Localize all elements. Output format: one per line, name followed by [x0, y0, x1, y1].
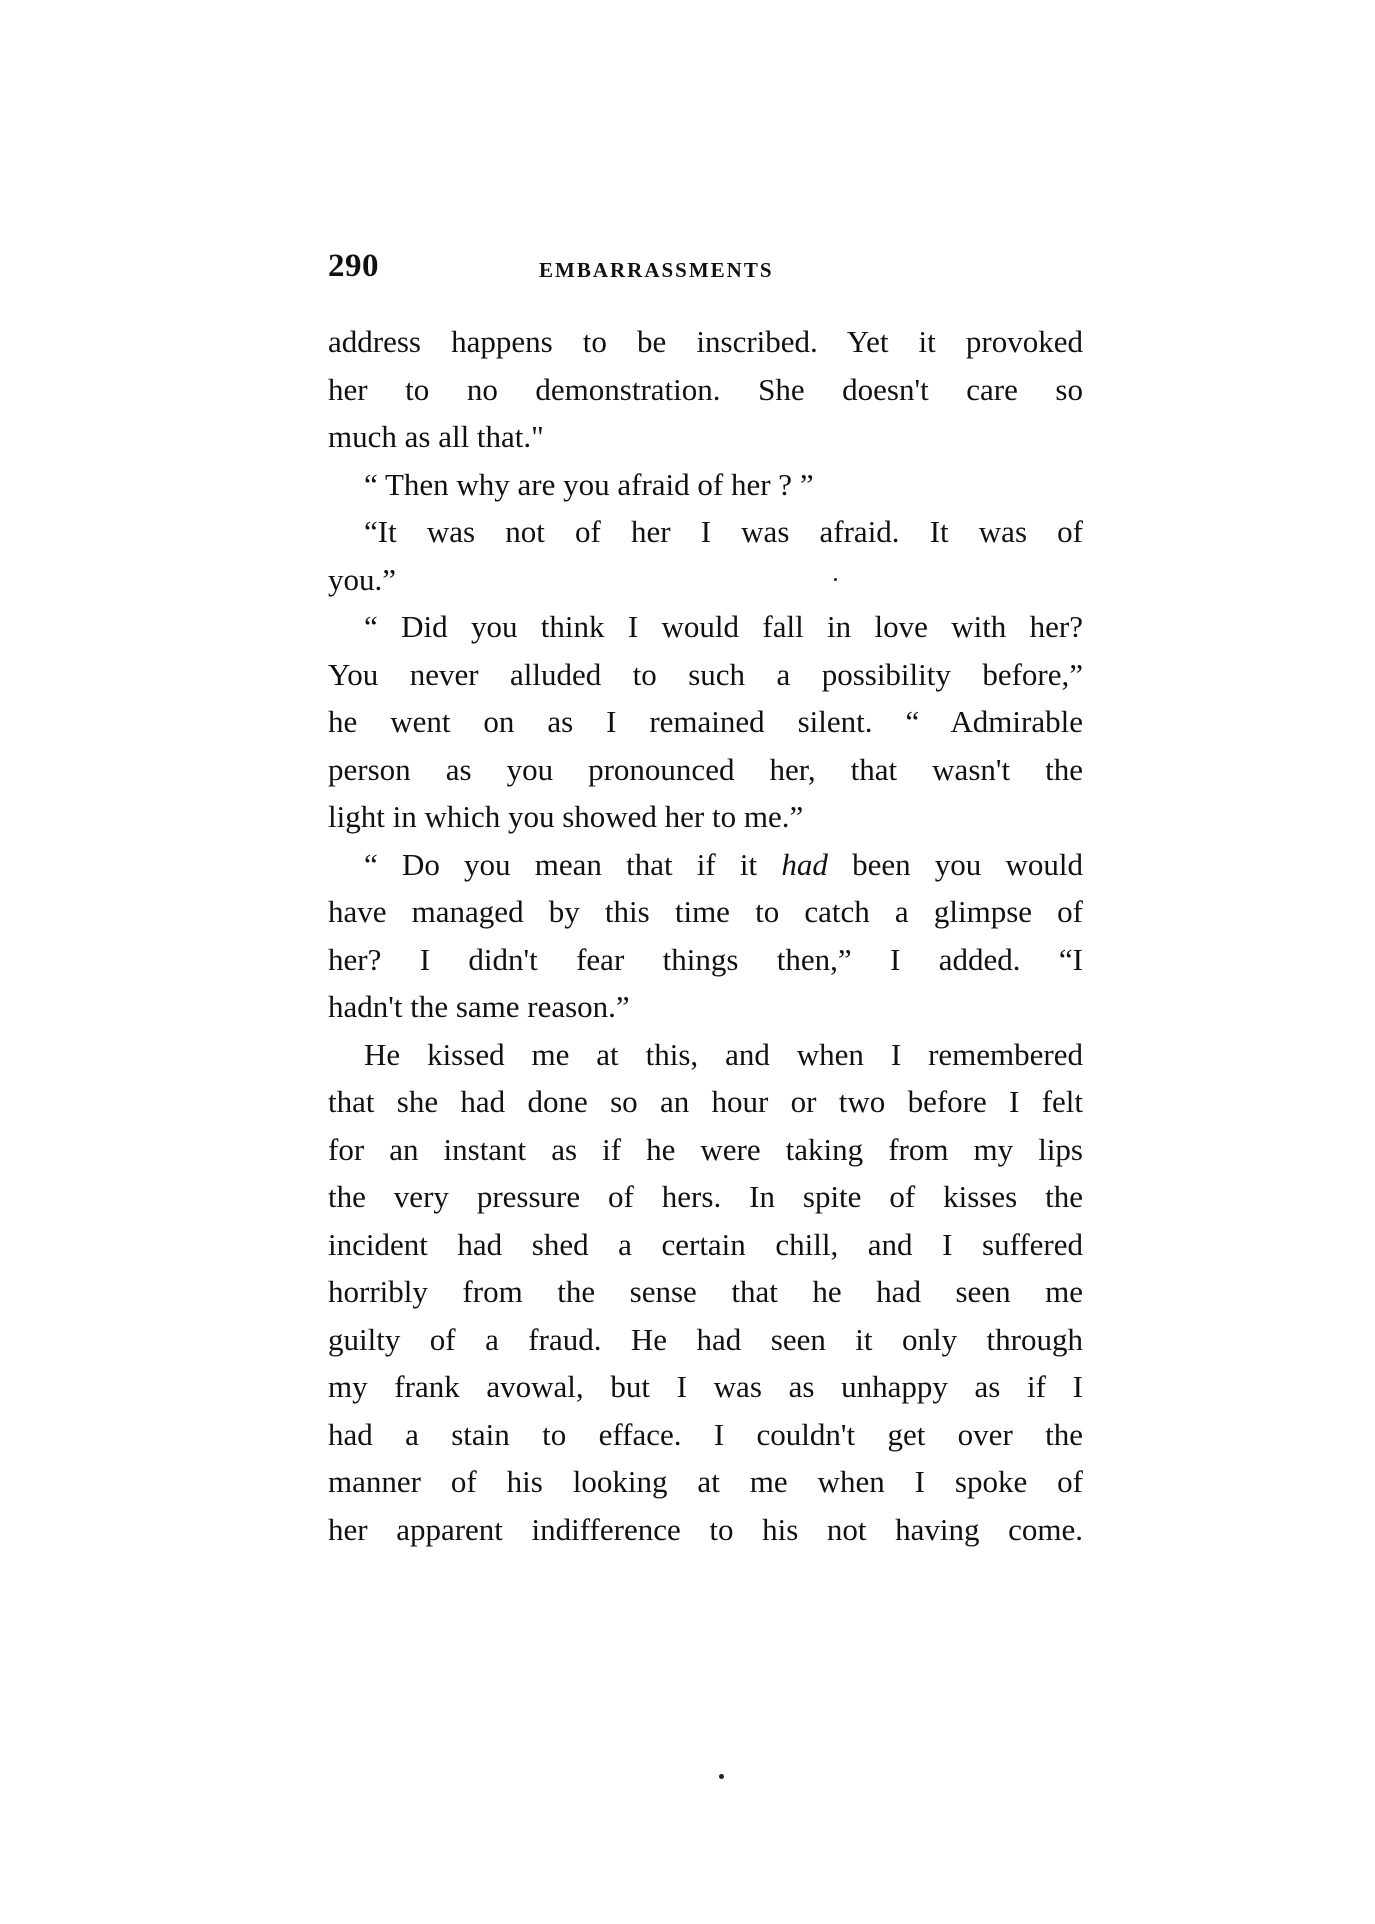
italic-word: had [781, 846, 828, 882]
text-line: “ Then why are you afraid of her ? ” [364, 466, 814, 502]
text-line: light in which you showed her to me.” [328, 799, 804, 834]
text-run: “ Do you mean that if it [364, 846, 782, 882]
paragraph-4 [328, 603, 1083, 841]
text-line: have managed by this time to catch a glimpse of [328, 894, 1083, 929]
text-line: you.” [328, 561, 397, 597]
text-line: her to no demonstration. She doesn't care so [328, 371, 1083, 407]
text-line: my frank avowal, but I was as unhappy as if I [328, 1369, 1083, 1404]
text-line: address happens to be inscribed. Yet it provoked [328, 324, 1083, 359]
text-line: for an instant as if he were taking from my lips [328, 1131, 1083, 1167]
text-line: “It was not of her I was afraid. It was of [364, 514, 1083, 549]
text-line: guilty of a fraud. He had seen it only through [328, 1321, 1083, 1357]
text-line: incident had shed a certain chill, and I suffered [328, 1226, 1083, 1262]
page-number: 290 [328, 248, 379, 284]
text-line: that she had done so an hour or two before I felt [328, 1084, 1083, 1119]
stray-mark [719, 1774, 724, 1779]
stray-mark [834, 578, 837, 581]
text-line: her? I didn't fear things then,” I added. “I [328, 941, 1083, 977]
paragraph-5 [328, 841, 1083, 1031]
paragraph-3 [328, 508, 1083, 603]
text-line: the very pressure of hers. In spite of kisses the [328, 1179, 1083, 1214]
paragraph-6 [328, 1031, 1083, 1554]
paragraph-1 [328, 318, 1083, 461]
text-line: her apparent indifference to his not having come. [328, 1511, 1083, 1547]
text-line: “ Did you think I would fall in love with her? [364, 609, 1083, 644]
text-line: person as you pronounced her, that wasn't the [328, 751, 1083, 787]
text-line: much as all that." [328, 419, 544, 454]
text-line: he went on as I remained silent. “ Admirable [328, 704, 1083, 739]
text-line: You never alluded to such a possibility before,” [328, 656, 1083, 692]
body-text [328, 318, 1083, 1553]
running-title: EMBARRASSMENTS [539, 258, 774, 282]
running-head [328, 248, 1083, 292]
text-line-with-italic [328, 841, 1083, 889]
text-line: had a stain to efface. I couldn't get over the [328, 1416, 1083, 1452]
text-run: been you would [827, 846, 1083, 882]
text-line: He kissed me at this, and when I remembered [364, 1036, 1083, 1072]
text-line: horribly from the sense that he had seen me [328, 1274, 1083, 1309]
text-line: manner of his looking at me when I spoke of [328, 1464, 1083, 1499]
paragraph-2 [328, 461, 1083, 509]
text-line: hadn't the same reason.” [328, 989, 630, 1024]
